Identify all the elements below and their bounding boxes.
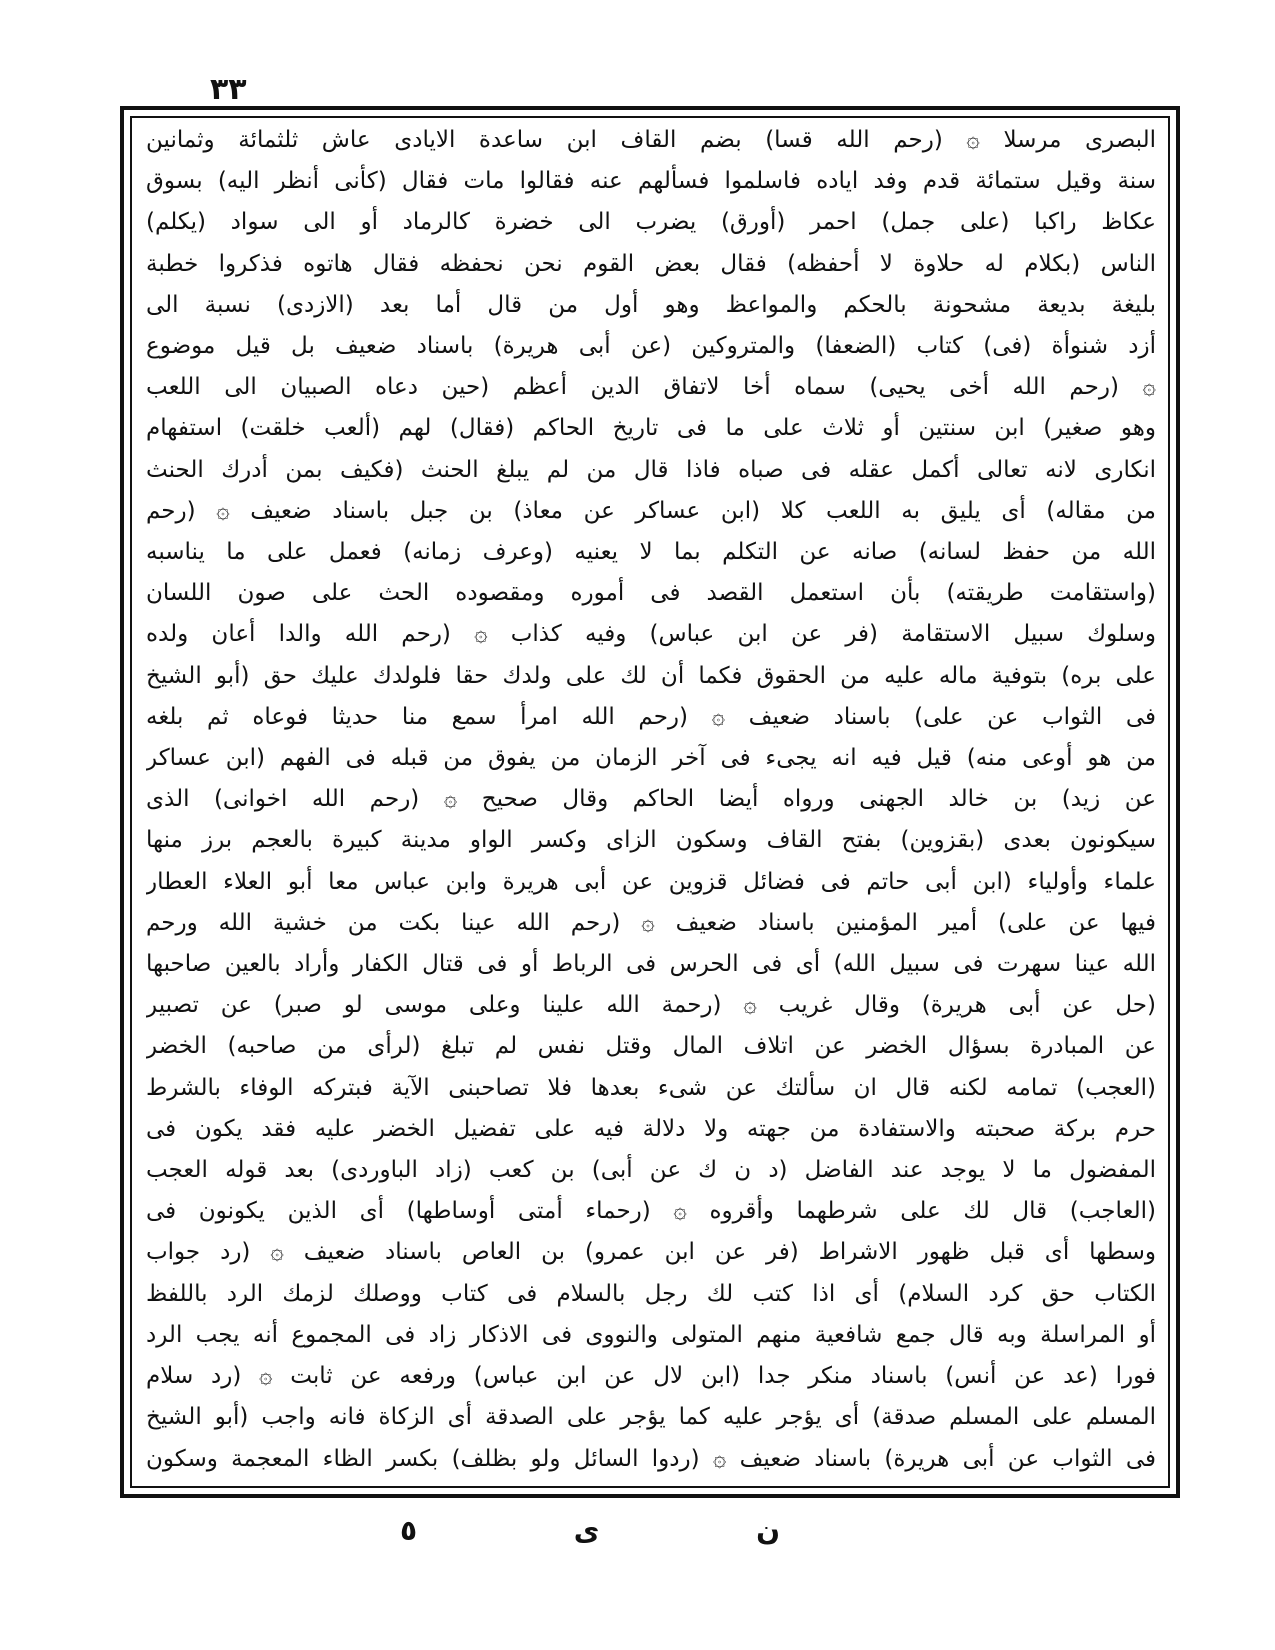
text-line: عن زيد) بن خالد الجهنى ورواه أيضا الحاكم وقال صحيح ۞ (رحم الله اخوانى) الذى — [146, 786, 1156, 813]
text-line: انكارى لانه تعالى أكمل عقله فى صباه فاذا قال من لم يبلغ الحنث (فكيف بمن أدرك الحنث — [146, 456, 1156, 483]
text-line: المسلم على المسلم صدقة) أى يؤجر عليه كما يؤجر على الصدقة أى الزكاة فانه واجب (أبو الشيخ — [146, 1404, 1156, 1431]
text-line: ۞ (رحم الله أخى يحيى) سماه أخا لاتفاق الدين أعظم (حين دعاه الصبيان الى اللعب — [146, 374, 1156, 401]
catchword-mark: ى — [573, 1514, 600, 1547]
text-line: عكاظ راكبا (على جمل) احمر (أورق) يضرب الى خضرة كالرماد أو الى سواد (يكلم) — [146, 209, 1156, 236]
text-line: فيها عن على) أمير المؤمنين باسناد ضعيف ۞ (رحم الله عينا بكت من خشية الله ورحم — [146, 909, 1156, 936]
catchword-marks — [400, 1514, 780, 1547]
text-line: فى الثواب عن أبى هريرة) باسناد ضعيف ۞ (ردوا السائل ولو بظلف) بكسر الظاء المعجمة وسكون — [146, 1445, 1156, 1472]
text-line: أزد شنوأة (فى) كتاب (الضعفا) والمتروكين (عن أبى هريرة) باسناد ضعيف بل قيل موضوع — [146, 333, 1156, 360]
text-line: فى الثواب عن على) باسناد ضعيف ۞ (رحم الله امرأ سمع منا حديثا فوعاه ثم بلغه — [146, 703, 1156, 730]
text-line: أو المراسلة وبه قال جمع شافعية منهم المتولى والنووى فى الاذكار زاد فى المجموع أنه يجب الرد — [146, 1321, 1156, 1348]
text-line: سنة وقيل ستمائة قدم وفد اياده فاسلموا فسألهم عنه فقالوا مات فقال (كأنى أنظر اليه) بسوق — [146, 168, 1156, 195]
text-line: (العجب) تمامه لكنه قال ان سألتك عن شىء بعدها فلا تصاحبنى الآية فبتركه الوفاء بالشرط — [146, 1074, 1156, 1101]
text-line: حرم بركة صحبته والاستفادة من جهته ولا دلالة فيه على تفضيل الخضر عليه فقد يكون فى — [146, 1115, 1156, 1142]
text-line: (واستقامت طريقته) بأن استعمل القصد فى أموره ومقصوده الحث على صون اللسان — [146, 580, 1156, 607]
text-line: الكتاب حق كرد السلام) أى اذا كتب لك رجل بالسلام فى كتاب ووصلك لزمك الرد باللفظ — [146, 1280, 1156, 1307]
text-line: الله من حفظ لسانه) صانه عن التكلم بما لا يعنيه (وعرف زمانه) فعمل على ما يناسبه — [146, 539, 1156, 566]
text-line: من مقاله) أى يليق به اللعب كلا (ابن عساكر عن معاذ) بن جبل باسناد ضعيف ۞ (رحم — [146, 497, 1156, 524]
text-line: وهو صغير) ابن سنتين أو ثلاث على ما فى تاريخ الحاكم (فقال) لهم (ألعب خلقت) استفهام — [146, 415, 1156, 442]
text-line: الله عينا سهرت فى سبيل الله) أى فى الحرس فى الرباط أو فى قتال الكفار وأراد بالعين صاحبها — [146, 951, 1156, 978]
text-line: (حل عن أبى هريرة) وقال غريب ۞ (رحمة الله علينا وعلى موسى لو صبر) عن تصبير — [146, 992, 1156, 1019]
page-text-block — [146, 122, 1156, 1477]
text-line: المفضول ما لا يوجد عند الفاضل (د ن ك عن أبى) بن كعب (زاد الباوردى) بعد قوله العجب — [146, 1157, 1156, 1184]
page-number: ٣٣ — [210, 72, 247, 107]
text-line: البصرى مرسلا ۞ (رحم الله قسا) بضم القاف ابن ساعدة الايادى عاش ثلثمائة وثمانين — [146, 127, 1156, 153]
text-line: فورا (عد عن أنس) باسناد منكر جدا (ابن لال عن ابن عباس) ورفعه عن ثابت ۞ (رد سلام — [146, 1363, 1156, 1390]
catchword-mark: ن — [756, 1514, 780, 1547]
text-line: سيكونون بعدى (بقزوين) بفتح القاف وسكون الزاى وكسر الواو مدينة كبيرة بالعجم برز منها — [146, 827, 1156, 854]
text-line: علماء وأولياء (ابن أبى حاتم فى فضائل قزوين عن أبى هريرة وابن عباس معا أبو العلاء العطار — [146, 868, 1156, 895]
text-line: الناس (بكلام له حلاوة لا أحفظه) فقال بعض القوم نحن نحفظه فقال هاتوه فذكروا خطبة — [146, 250, 1156, 277]
text-line: من هو أوعى منه) قيل فيه انه يجىء فى آخر الزمان من يفوق من قبله فى الفهم (ابن عساكر — [146, 745, 1156, 772]
text-line: وسلوك سبيل الاستقامة (فر عن ابن عباس) وفيه كذاب ۞ (رحم الله والدا أعان ولده — [146, 621, 1156, 648]
catchword-mark: ٥ — [400, 1514, 418, 1547]
text-line: بليغة بديعة مشحونة بالحكم والمواعظ وهو أول من قال أما بعد (الازدى) نسبة الى — [146, 291, 1156, 318]
text-line: (العاجب) قال لك على شرطهما وأقروه ۞ (رحماء أمتى أوساطها) أى الذين يكونون فى — [146, 1198, 1156, 1225]
text-line: عن المبادرة بسؤال الخضر عن اتلاف المال وقتل نفس لم تبلغ (لرأى من صاحبه) الخضر — [146, 1033, 1156, 1060]
text-line: على بره) بتوفية ماله عليه من الحقوق فكما أن لك على ولدك حقا فلولدك عليك حق (أبو الشيخ — [146, 662, 1156, 689]
text-line: وسطها أى قبل ظهور الاشراط (فر عن ابن عمرو) بن العاص باسناد ضعيف ۞ (رد جواب — [146, 1239, 1156, 1266]
